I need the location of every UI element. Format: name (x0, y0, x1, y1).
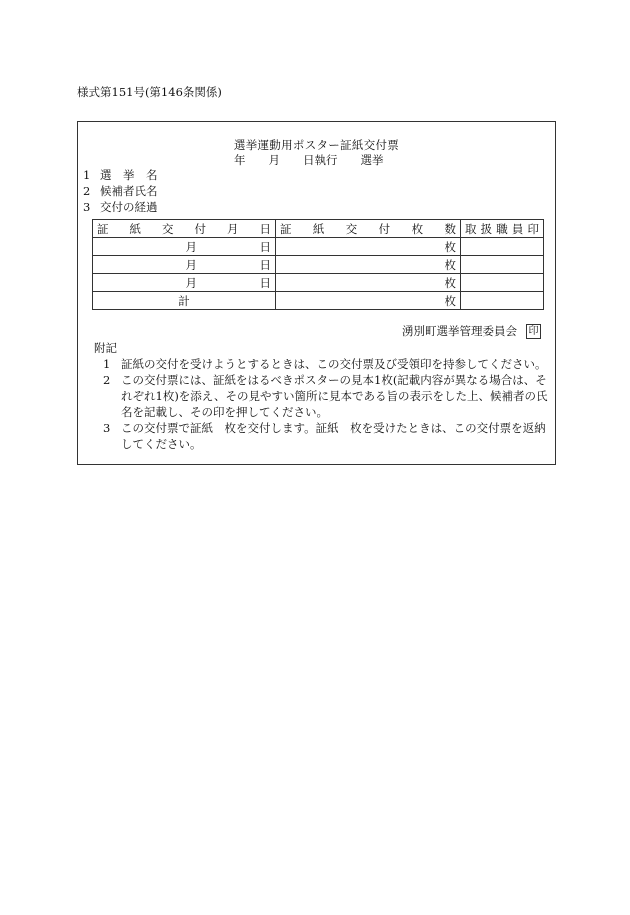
header-issue-count: 証 紙 交 付 枚 数 (276, 220, 461, 238)
issue-date-cell: 月 日 (93, 238, 276, 256)
item-candidate-name (83, 183, 158, 199)
issue-count-cell: 枚 (276, 274, 461, 292)
note-number: 2 (103, 373, 111, 387)
total-count-cell: 枚 (276, 292, 461, 310)
form-items (83, 167, 158, 215)
election-date-line: 年 月 日執行 選挙 (234, 153, 384, 167)
item-issuance-history (83, 199, 158, 215)
header-official-seal: 取 扱 職 員 印 (461, 220, 544, 238)
official-seal-cell (461, 274, 544, 292)
issue-date-cell: 月 日 (93, 274, 276, 292)
issue-count-cell: 枚 (276, 238, 461, 256)
table-row (93, 256, 544, 274)
item-label: 候補者氏名 (100, 184, 158, 198)
item-label: 選 挙 名 (100, 168, 158, 182)
table-row (93, 238, 544, 256)
total-seal-cell (461, 292, 544, 310)
official-seal-cell (461, 238, 544, 256)
note-number: 3 (103, 421, 111, 435)
item-election-name (83, 167, 158, 183)
notes-heading: 附記 (94, 341, 117, 355)
table-row (93, 274, 544, 292)
note-item (103, 372, 549, 420)
note-item (103, 420, 549, 452)
note-item (103, 356, 549, 372)
form-title: 選挙運動用ポスター証紙交付票 (233, 138, 400, 152)
form-number: 様式第151号(第146条関係) (77, 85, 222, 99)
note-text: 証紙の交付を受けようとするときは、この交付票及び受領印を持参してください。 (121, 357, 547, 371)
issuance-table (92, 219, 544, 310)
table-header-row (93, 220, 544, 238)
item-number: 2 (83, 184, 91, 198)
issue-date-cell: 月 日 (93, 256, 276, 274)
committee-signature (402, 323, 541, 339)
committee-name: 湧別町選挙管理委員会 (402, 324, 517, 338)
official-seal-cell (461, 256, 544, 274)
item-number: 3 (83, 200, 91, 214)
item-number: 1 (83, 168, 91, 182)
notes-list (103, 356, 549, 452)
issue-count-cell: 枚 (276, 256, 461, 274)
header-issue-date: 証 紙 交 付 月 日 (93, 220, 276, 238)
seal-mark: 印 (526, 324, 541, 339)
note-text: この交付票で証紙 枚を交付します。証紙 枚を受けたときは、この交付票を返納してください。 (121, 421, 546, 451)
table-total-row (93, 292, 544, 310)
note-text: この交付票には、証紙をはるべきポスターの見本1枚(記載内容が異なる場合は、それぞれ1枚)を添え、その見やすい箇所に見本である旨の表示をした上、候補者の氏名を記載し、その印を押してください。 (121, 373, 548, 419)
form-frame (77, 121, 556, 465)
item-label: 交付の経過 (100, 200, 158, 214)
note-number: 1 (103, 357, 111, 371)
total-label-cell: 計 (93, 292, 276, 310)
